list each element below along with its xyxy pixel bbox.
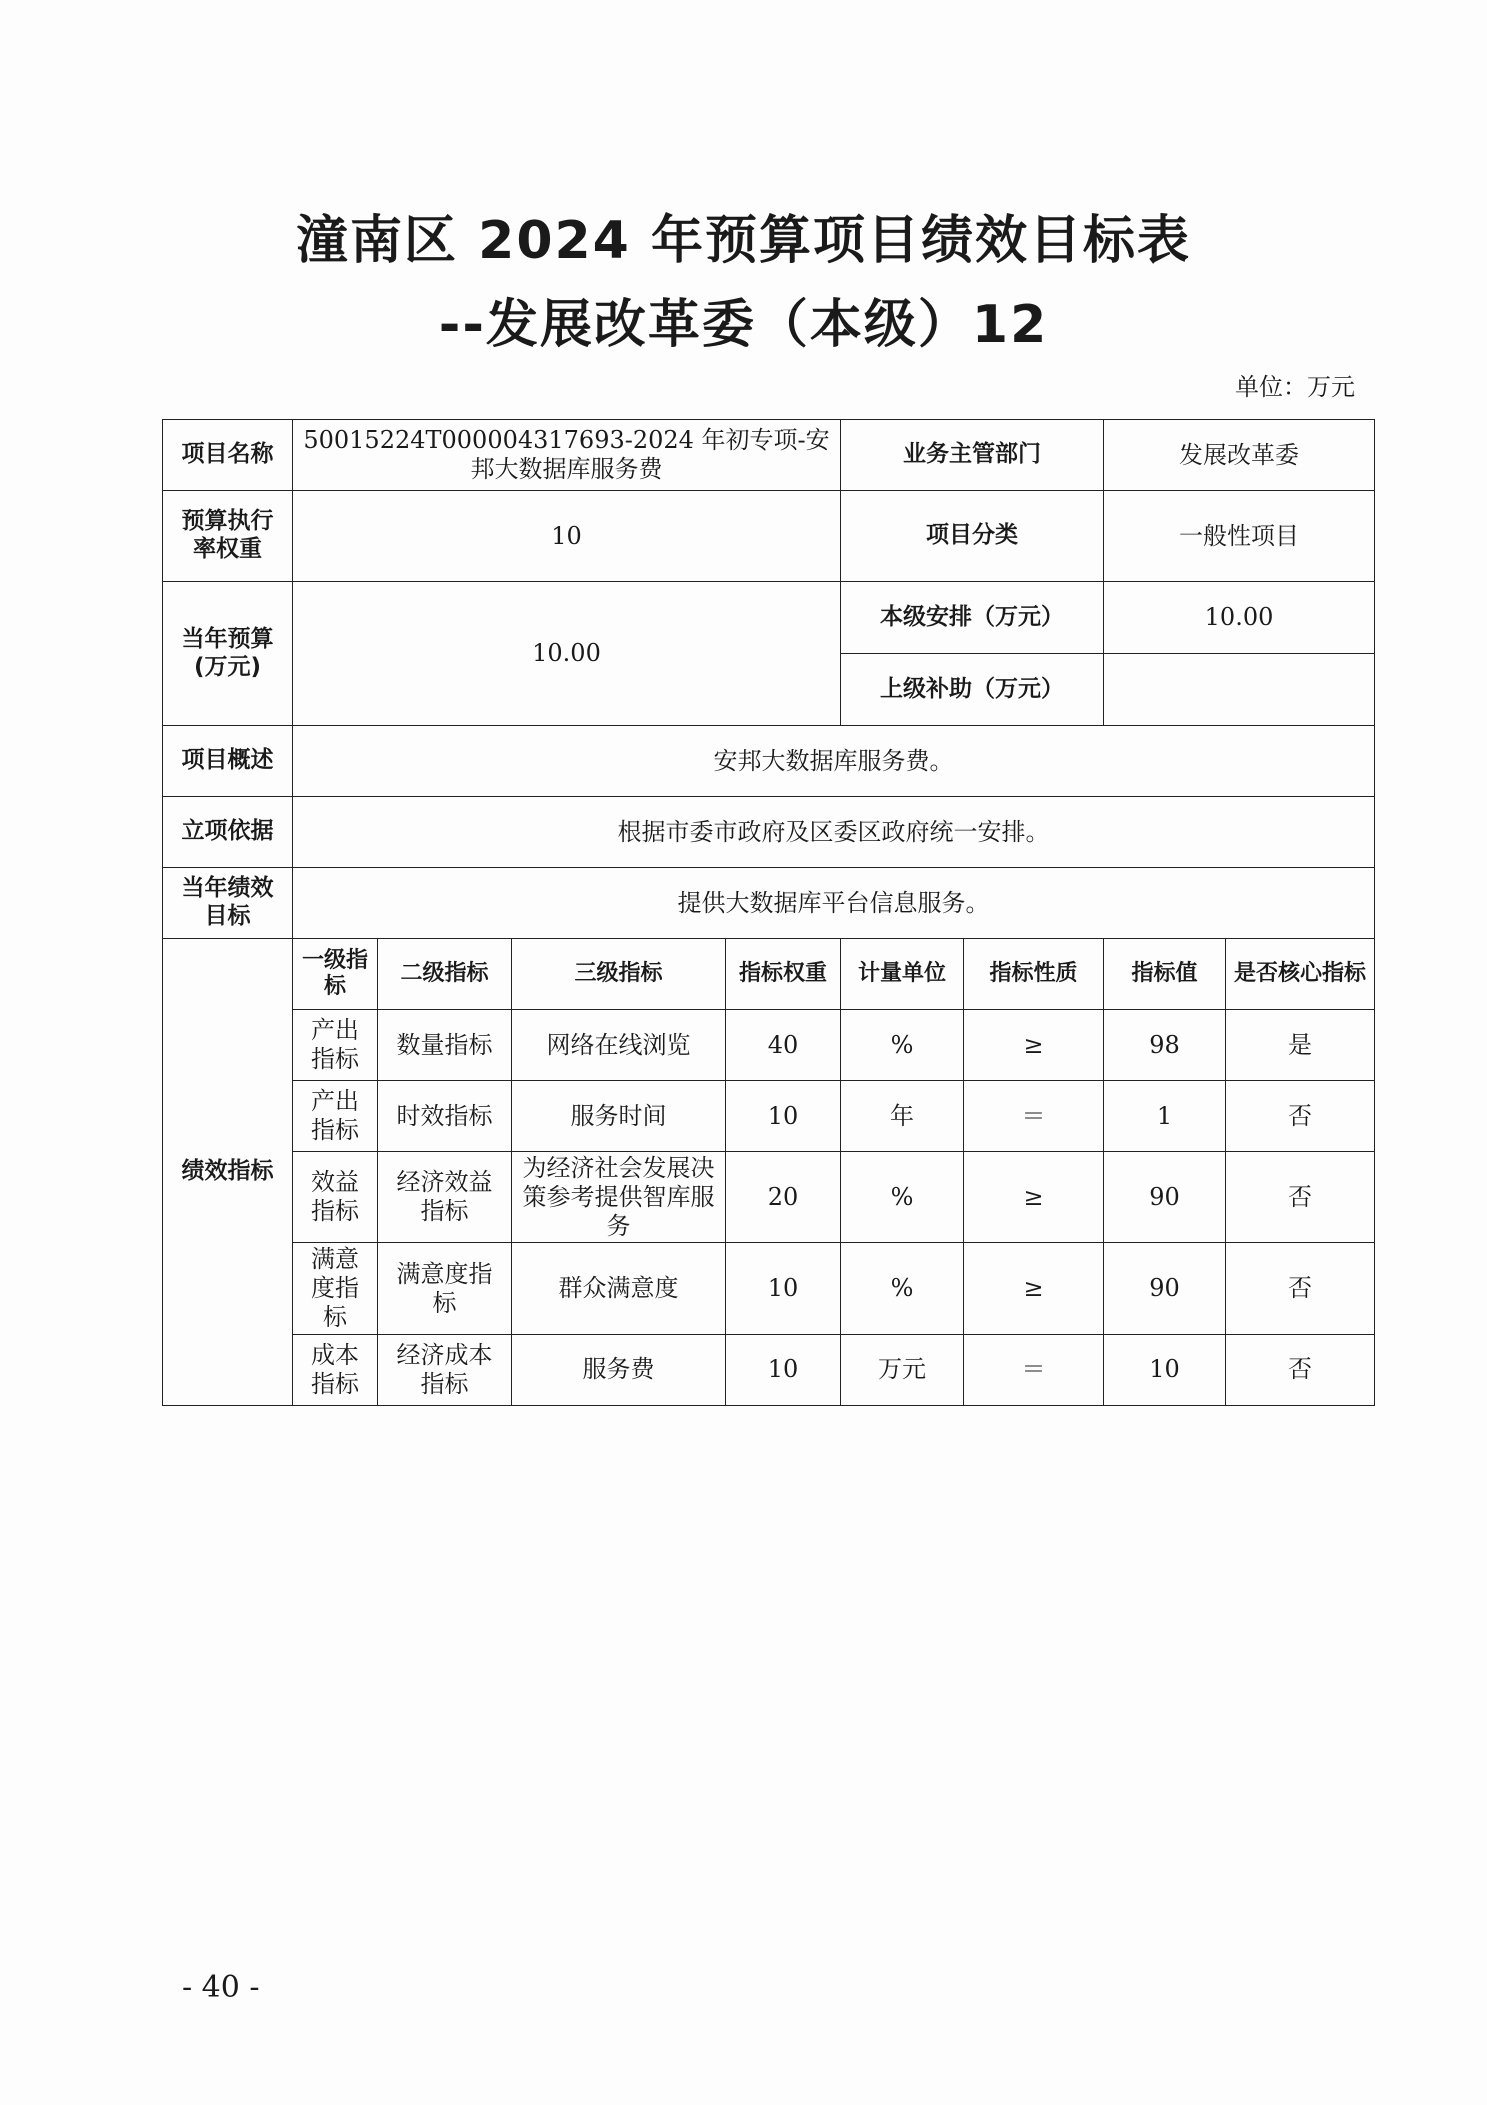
- cell-level3: 群众满意度: [512, 1243, 726, 1334]
- exec-rate-label: 预算执行率权重: [163, 491, 293, 582]
- cell-weight: 10: [726, 1334, 841, 1405]
- cell-core: 否: [1226, 1334, 1375, 1405]
- dept-label: 业务主管部门: [841, 420, 1104, 491]
- cell-weight: 40: [726, 1010, 841, 1081]
- project-name-value: 50015224T000004317693-2024 年初专项-安邦大数据库服务费: [293, 420, 841, 491]
- goal-label: 当年绩效目标: [163, 868, 293, 939]
- basis-label: 立项依据: [163, 797, 293, 868]
- header-value: 指标值: [1104, 939, 1226, 1010]
- table-row: [163, 1152, 1375, 1243]
- table-row: [163, 1010, 1375, 1081]
- cell-level2: 数量指标: [378, 1010, 512, 1081]
- upper-label: 上级补助（万元）: [841, 654, 1104, 726]
- cell-level3: 服务费: [512, 1334, 726, 1405]
- table-row: [163, 1081, 1375, 1152]
- cell-core: 否: [1226, 1081, 1375, 1152]
- cell-weight: 10: [726, 1243, 841, 1334]
- cell-value: 90: [1104, 1243, 1226, 1334]
- cell-unit: %: [841, 1152, 964, 1243]
- cell-nature: ＝: [964, 1334, 1104, 1405]
- project-name-label: 项目名称: [163, 420, 293, 491]
- cell-level1: 产出指标: [293, 1081, 378, 1152]
- budget-value: 10.00: [293, 582, 841, 726]
- cell-value: 98: [1104, 1010, 1226, 1081]
- cell-core: 是: [1226, 1010, 1375, 1081]
- basis-value: 根据市委市政府及区委区政府统一安排。: [293, 797, 1375, 868]
- table-row: [163, 1243, 1375, 1334]
- cell-weight: 10: [726, 1081, 841, 1152]
- cell-level2: 经济效益指标: [378, 1152, 512, 1243]
- budget-label: 当年预算(万元): [163, 582, 293, 726]
- cell-level2: 时效指标: [378, 1081, 512, 1152]
- overview-label: 项目概述: [163, 726, 293, 797]
- cell-nature: ≥: [964, 1243, 1104, 1334]
- cell-unit: 万元: [841, 1334, 964, 1405]
- cell-unit: %: [841, 1010, 964, 1081]
- header-level1: 一级指标: [293, 939, 378, 1010]
- cell-level3: 为经济社会发展决策参考提供智库服务: [512, 1152, 726, 1243]
- performance-table: [162, 419, 1375, 1406]
- cell-weight: 20: [726, 1152, 841, 1243]
- cell-level3: 服务时间: [512, 1081, 726, 1152]
- header-level3: 三级指标: [512, 939, 726, 1010]
- page-number: - 40 -: [182, 1970, 260, 2005]
- cell-nature: ≥: [964, 1152, 1104, 1243]
- cell-nature: ≥: [964, 1010, 1104, 1081]
- dept-value: 发展改革委: [1104, 420, 1375, 491]
- header-unit: 计量单位: [841, 939, 964, 1010]
- unit-label: 单位：万元: [1235, 373, 1355, 401]
- cell-value: 1: [1104, 1081, 1226, 1152]
- cell-level2: 经济成本指标: [378, 1334, 512, 1405]
- category-label: 项目分类: [841, 491, 1104, 582]
- cell-level3: 网络在线浏览: [512, 1010, 726, 1081]
- overview-value: 安邦大数据库服务费。: [293, 726, 1375, 797]
- page-subtitle: --发展改革委（本级）12: [438, 295, 1049, 355]
- upper-value: [1104, 654, 1375, 726]
- table-row: [163, 1334, 1375, 1405]
- cell-value: 10: [1104, 1334, 1226, 1405]
- cell-level1: 效益指标: [293, 1152, 378, 1243]
- header-weight: 指标权重: [726, 939, 841, 1010]
- exec-rate-value: 10: [293, 491, 841, 582]
- local-value: 10.00: [1104, 582, 1375, 654]
- cell-core: 否: [1226, 1152, 1375, 1243]
- cell-unit: %: [841, 1243, 964, 1334]
- header-core: 是否核心指标: [1226, 939, 1375, 1010]
- goal-value: 提供大数据库平台信息服务。: [293, 868, 1375, 939]
- cell-level1: 满意度指标: [293, 1243, 378, 1334]
- cell-level1: 成本指标: [293, 1334, 378, 1405]
- header-nature: 指标性质: [964, 939, 1104, 1010]
- cell-nature: ＝: [964, 1081, 1104, 1152]
- perf-label: 绩效指标: [163, 939, 293, 1406]
- local-label: 本级安排（万元）: [841, 582, 1104, 654]
- category-value: 一般性项目: [1104, 491, 1375, 582]
- cell-level1: 产出指标: [293, 1010, 378, 1081]
- header-level2: 二级指标: [378, 939, 512, 1010]
- cell-value: 90: [1104, 1152, 1226, 1243]
- page-title: 潼南区 2024 年预算项目绩效目标表: [296, 211, 1191, 271]
- cell-core: 否: [1226, 1243, 1375, 1334]
- cell-level2: 满意度指标: [378, 1243, 512, 1334]
- cell-unit: 年: [841, 1081, 964, 1152]
